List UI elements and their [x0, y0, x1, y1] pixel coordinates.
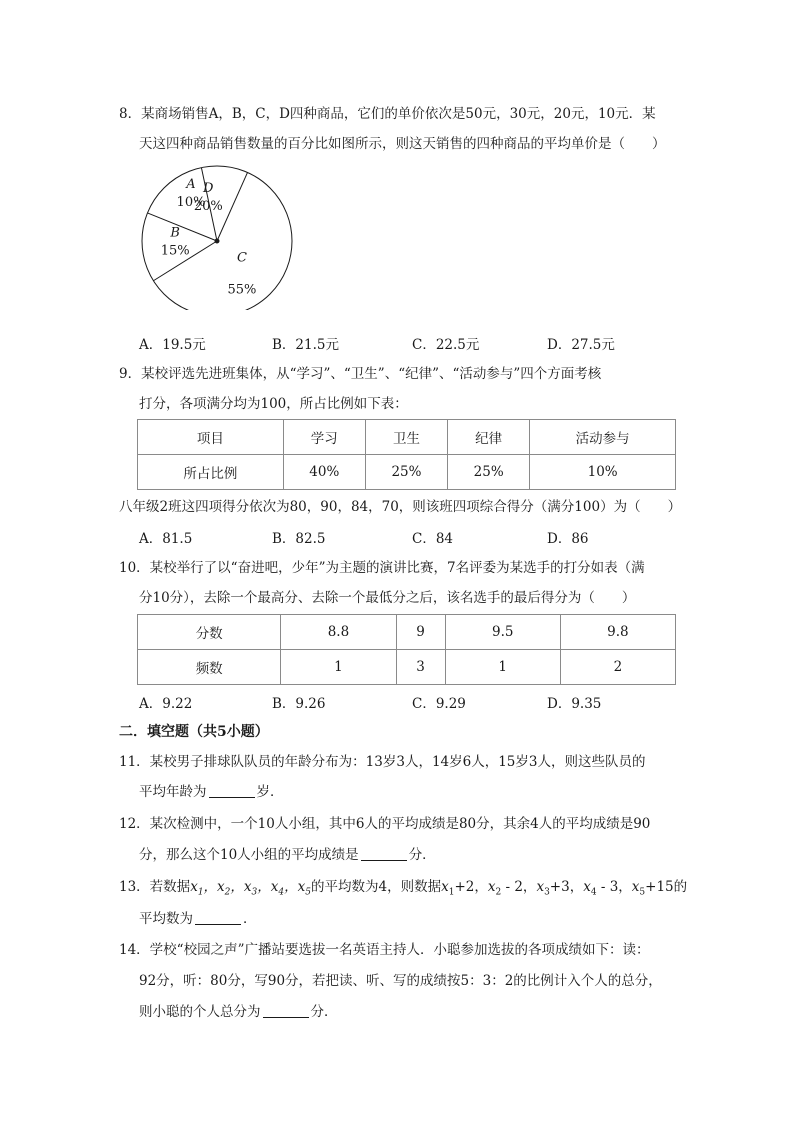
pie-label-b: B	[170, 225, 180, 241]
table-cell: 学习	[283, 420, 365, 455]
q10-table	[137, 614, 676, 685]
q9-option-c[interactable]: C．84	[412, 531, 454, 547]
q9-option-d[interactable]: D．86	[547, 531, 589, 547]
q8-line2: 天这四种商品销售数量的百分比如图所示，则这天销售的四种商品的平均单价是（ ）	[139, 136, 666, 152]
table-cell: 1	[281, 650, 396, 685]
q10-option-d[interactable]: D．9.35	[547, 696, 602, 712]
q13-prefix: 13．若数据	[119, 879, 191, 895]
table-cell: 10%	[530, 455, 676, 490]
section-title: 二．填空题（共5小题）	[119, 724, 269, 740]
pie-value-a: 10%	[176, 194, 206, 210]
q11-line2	[139, 782, 699, 802]
table-cell: 1	[445, 650, 560, 685]
q14-line1: 14．学校“校园之声”广播站要选拔一名英语主持人．小聪参加选拔的各项成绩如下：读：	[119, 942, 650, 958]
q10-option-a[interactable]: A．9.22	[139, 696, 193, 712]
q11-line1: 11．某校男子排球队队员的年龄分布为：13岁3人，14岁6人，15岁3人，则这些队员的	[119, 754, 646, 770]
table-cell: 25%	[365, 455, 447, 490]
table-cell: 9	[396, 615, 445, 650]
table-cell: 2	[560, 650, 675, 685]
pie-chart	[135, 160, 300, 310]
table-cell: 25%	[448, 455, 530, 490]
table-cell: 项目	[138, 420, 284, 455]
q8-option-c[interactable]: C．22.5元	[412, 337, 480, 353]
q10-option-b[interactable]: B．9.26	[272, 696, 326, 712]
pie-outline	[142, 166, 292, 310]
answer-blank[interactable]	[361, 846, 407, 861]
q11-text-end: 岁．	[256, 784, 284, 800]
q9-line2: 打分，各项满分均为100，所占比例如下表：	[139, 396, 408, 412]
q13-line1	[119, 877, 688, 903]
q8-option-a[interactable]: A．19.5元	[139, 337, 206, 353]
table-row	[138, 615, 676, 650]
q13-data-set-b: $x_1+2$，$x_2 - 2$，$x_3+3$，$x_4 - 3$，$x_5+15$	[441, 879, 674, 898]
q13-data-set-a: $x_1$，$x_2$，$x_3$，$x_4$，$x_5$	[190, 879, 311, 898]
q12-text: 分，那么这个10人小组的平均成绩是	[139, 847, 359, 863]
q9-table	[137, 419, 676, 490]
pie-label-c: C	[236, 250, 247, 266]
q13-mid: 的平均数为4，则数据	[310, 879, 442, 895]
table-cell: 分数	[138, 615, 281, 650]
q10-line1: 10．某校举行了以“奋进吧，少年”为主题的演讲比赛，7名评委为某选手的打分如表（满	[119, 560, 645, 576]
table-row	[138, 420, 676, 455]
q14-text: 则小聪的个人总分为	[139, 1004, 261, 1020]
table-cell: 3	[396, 650, 445, 685]
q8-option-b[interactable]: B．21.5元	[272, 337, 339, 353]
q13-text: 平均数为	[139, 911, 193, 927]
q14-line2: 92分，听：80分，写90分，若把读、听、写的成绩按5：3：2的比例计入个人的总分，	[139, 973, 662, 989]
answer-blank[interactable]	[195, 910, 241, 925]
q9-line3: 八年级2班这四项得分依次为80，90，84，70，则该班四项综合得分（满分100）为（ ）	[119, 499, 682, 515]
q10-option-c[interactable]: C．9.29	[412, 696, 466, 712]
q12-line2	[139, 845, 699, 865]
q13-text-end: ．	[243, 911, 257, 927]
pie-value-c: 55%	[227, 282, 257, 298]
q14-line3	[139, 1002, 699, 1022]
table-cell: 8.8	[281, 615, 396, 650]
pie-label-a: A	[186, 176, 196, 192]
q12-text-end: 分．	[408, 847, 436, 863]
table-cell: 卫生	[365, 420, 447, 455]
answer-blank[interactable]	[209, 783, 255, 798]
pie-value-b: 15%	[160, 243, 190, 259]
q12-line1: 12．某次检测中，一个10人小组，其中6人的平均成绩是80分，其余4人的平均成绩是90	[119, 816, 651, 832]
pie-label-d: D	[203, 180, 214, 196]
q10-line2: 分10分），去除一个最高分、去除一个最低分之后，该名选手的最后得分为（ ）	[139, 590, 636, 606]
table-row	[138, 455, 676, 490]
q13-line2	[139, 909, 699, 929]
pie-center-dot	[215, 239, 219, 243]
q8-option-d[interactable]: D．27.5元	[547, 337, 615, 353]
q14-text-end: 分．	[310, 1004, 338, 1020]
q9-line1: 9．某校评选先进班集体，从“学习”、“卫生”、“纪律”、“活动参与”四个方面考核	[119, 366, 602, 382]
table-cell: 所占比例	[138, 455, 284, 490]
table-cell: 纪律	[448, 420, 530, 455]
table-cell: 9.8	[560, 615, 675, 650]
q8-line1: 8．某商场销售A，B，C，D四种商品，它们的单价依次是50元，30元，20元，10元．某	[119, 106, 656, 122]
table-cell: 活动参与	[530, 420, 676, 455]
pie-slice-b-boundary	[147, 213, 217, 241]
table-row	[138, 650, 676, 685]
table-cell: 9.5	[445, 615, 560, 650]
q11-text: 平均年龄为	[139, 784, 207, 800]
table-cell: 频数	[138, 650, 281, 685]
pie-value-d: 20%	[193, 198, 223, 214]
q13-tail: 的	[673, 879, 688, 895]
q9-option-a[interactable]: A．81.5	[139, 531, 193, 547]
answer-blank[interactable]	[263, 1003, 309, 1018]
q9-option-b[interactable]: B．82.5	[272, 531, 326, 547]
table-cell: 40%	[283, 455, 365, 490]
